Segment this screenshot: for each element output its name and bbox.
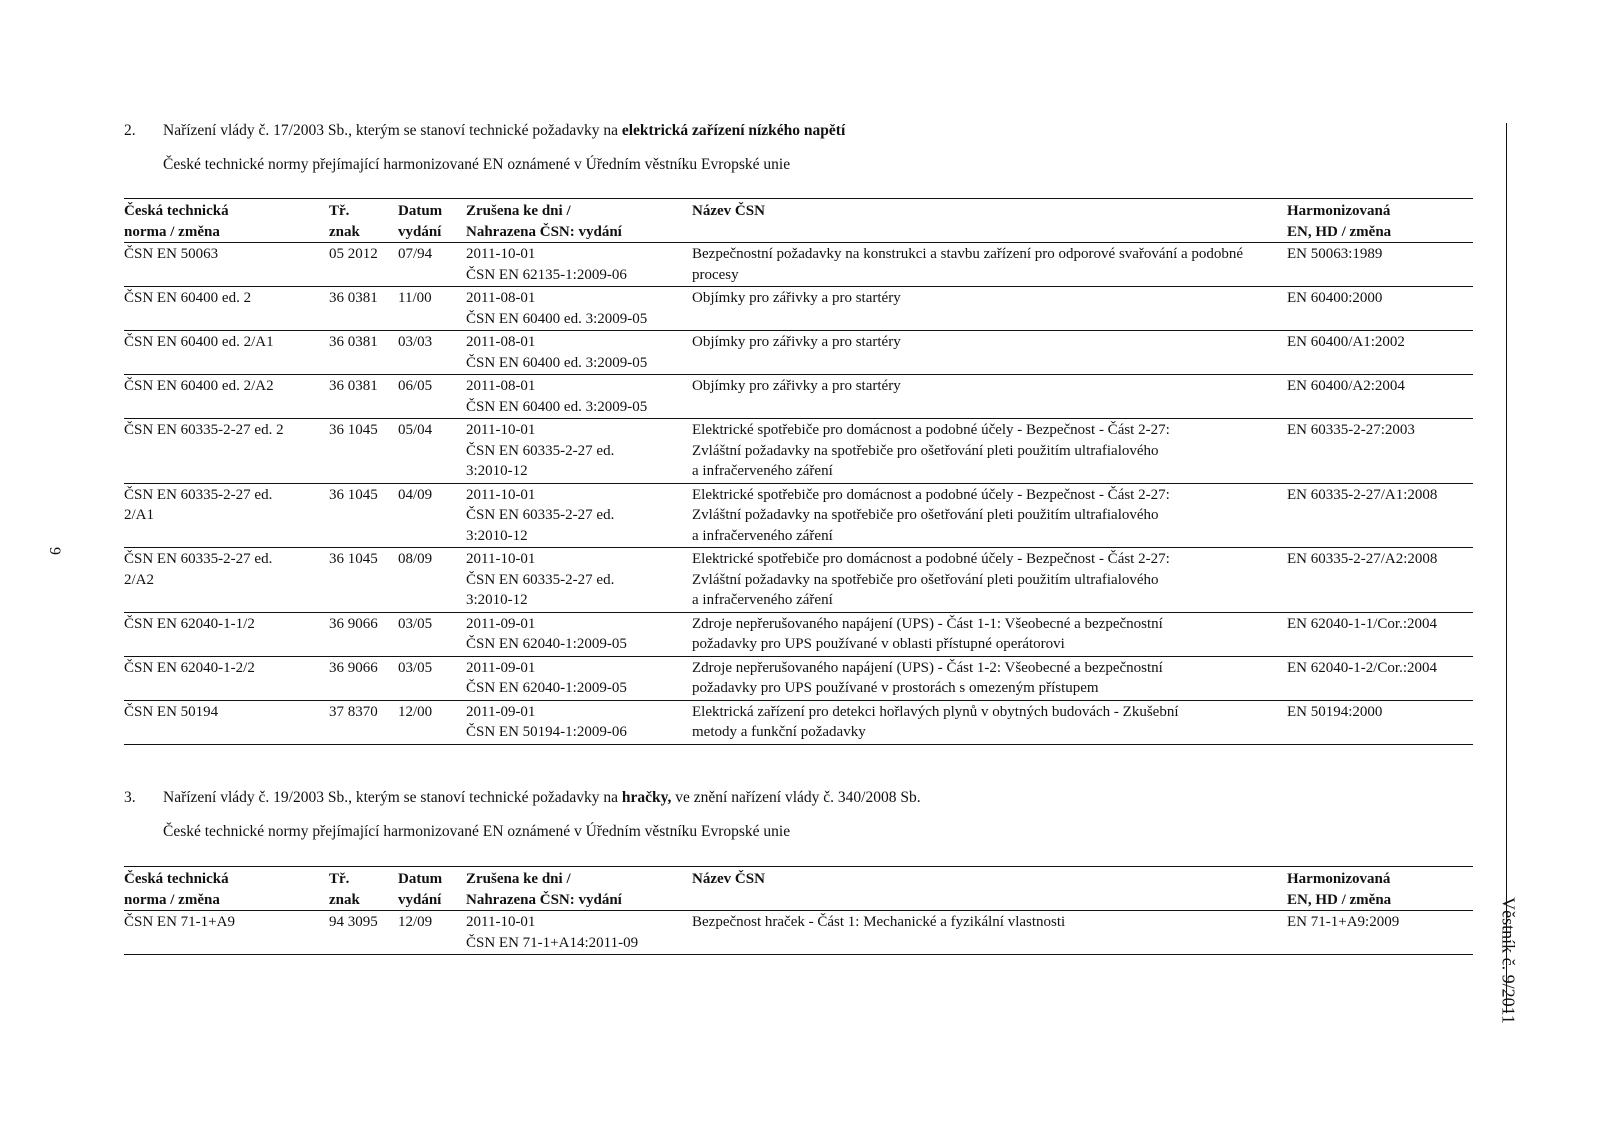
cell-harmonized: EN 50063:1989 (1287, 243, 1473, 287)
cell-name: Elektrické spotřebiče pro domácnost a podobné účely - Bezpečnost - Část 2-27: Zvláštní požadavky na spotřebiče pro ošetřování pleti použitím ultrafialového a infračerveného záření (692, 483, 1287, 548)
cell-norm: ČSN EN 62040-1-1/2 (124, 612, 329, 656)
section-3-text-after: ve znění nařízení vlády č. 340/2008 Sb. (671, 789, 921, 806)
section-3-subtitle: České technické normy přejímající harmonizované EN oznámené v Úředním věstníku Evropské unie (163, 823, 791, 840)
cell-harmonized: EN 62040-1-2/Cor.:2004 (1287, 656, 1473, 700)
cell-name: Elektrické spotřebiče pro domácnost a podobné účely - Bezpečnost - Část 2-27: Zvláštní požadavky na spotřebiče pro ošetřování pleti použitím ultrafialového a infračerveného záření (692, 419, 1287, 484)
cell-name: Objímky pro zářivky a pro startéry (692, 287, 1287, 331)
cell-harmonized: EN 60335-2-27/A1:2008 (1287, 483, 1473, 548)
cell-harmonized: EN 60400/A1:2002 (1287, 331, 1473, 375)
cell-harmonized: EN 50194:2000 (1287, 700, 1473, 744)
col-header-harmonized: Harmonizovaná EN, HD / změna (1287, 867, 1473, 911)
cell-date: 12/00 (398, 700, 466, 744)
cell-class: 36 0381 (329, 287, 398, 331)
cell-name: Zdroje nepřerušovaného napájení (UPS) - Část 1-2: Všeobecné a bezpečnostní požadavky pro UPS používané v prostorách s omezeným přístupem (692, 656, 1287, 700)
col-header-norm: Česká technická norma / změna (124, 199, 329, 243)
cell-date: 11/00 (398, 287, 466, 331)
cell-norm: ČSN EN 50194 (124, 700, 329, 744)
table-header-row (124, 199, 1473, 243)
cell-replaced: 2011-10-01 ČSN EN 71-1+A14:2011-09 (466, 911, 692, 955)
col-header-class: Tř. znak (329, 867, 398, 911)
cell-date: 03/03 (398, 331, 466, 375)
table-row (124, 243, 1473, 287)
cell-harmonized: EN 71-1+A9:2009 (1287, 911, 1473, 955)
cell-date: 07/94 (398, 243, 466, 287)
section-3-bold-text: hračky, (621, 789, 672, 806)
cell-class: 36 0381 (329, 331, 398, 375)
col-header-date: Datum vydání (398, 199, 466, 243)
cell-harmonized: EN 60400/A2:2004 (1287, 375, 1473, 419)
cell-replaced: 2011-08-01 ČSN EN 60400 ed. 3:2009-05 (466, 375, 692, 419)
cell-harmonized: EN 60400:2000 (1287, 287, 1473, 331)
cell-date: 05/04 (398, 419, 466, 484)
cell-date: 12/09 (398, 911, 466, 955)
cell-norm: ČSN EN 60335-2-27 ed. 2/A1 (124, 483, 329, 548)
cell-date: 03/05 (398, 656, 466, 700)
cell-class: 05 2012 (329, 243, 398, 287)
cell-replaced: 2011-09-01 ČSN EN 62040-1:2009-05 (466, 656, 692, 700)
cell-class: 94 3095 (329, 911, 398, 955)
table-row (124, 911, 1473, 955)
cell-date: 08/09 (398, 548, 466, 613)
cell-date: 06/05 (398, 375, 466, 419)
cell-class: 36 1045 (329, 548, 398, 613)
table-row (124, 612, 1473, 656)
cell-name: Elektrické spotřebiče pro domácnost a podobné účely - Bezpečnost - Část 2-27: Zvláštní požadavky na spotřebiče pro ošetřování pleti použitím ultrafialového a infračerveného záření (692, 548, 1287, 613)
cell-name: Zdroje nepřerušovaného napájení (UPS) - Část 1-1: Všeobecné a bezpečnostní požadavky pro UPS používané v oblasti přístupné operátorovi (692, 612, 1287, 656)
col-header-name: Název ČSN (692, 199, 1287, 243)
cell-replaced: 2011-08-01 ČSN EN 60400 ed. 3:2009-05 (466, 331, 692, 375)
cell-norm: ČSN EN 60400 ed. 2/A2 (124, 375, 329, 419)
table-row (124, 419, 1473, 484)
cell-norm: ČSN EN 71-1+A9 (124, 911, 329, 955)
cell-name: Bezpečnostní požadavky na konstrukci a stavbu zařízení pro odporové svařování a podobné procesy (692, 243, 1287, 287)
table-row (124, 375, 1473, 419)
cell-class: 36 1045 (329, 419, 398, 484)
journal-label: Věstník č. 9/2011 (1498, 897, 1519, 1024)
cell-replaced: 2011-09-01 ČSN EN 50194-1:2009-06 (466, 700, 692, 744)
section-3-number: 3. (124, 789, 136, 806)
table-row (124, 700, 1473, 744)
cell-harmonized: EN 60335-2-27/A2:2008 (1287, 548, 1473, 613)
cell-replaced: 2011-10-01 ČSN EN 62135-1:2009-06 (466, 243, 692, 287)
col-header-replaced: Zrušena ke dni / Nahrazena ČSN: vydání (466, 867, 692, 911)
table-row (124, 331, 1473, 375)
section-2-subtitle: České technické normy přejímající harmonizované EN oznámené v Úředním věstníku Evropské unie (163, 156, 791, 173)
col-header-name: Název ČSN (692, 867, 1287, 911)
cell-name: Objímky pro zářivky a pro startéry (692, 331, 1287, 375)
cell-replaced: 2011-10-01 ČSN EN 60335-2-27 ed. 3:2010-12 (466, 483, 692, 548)
cell-replaced: 2011-09-01 ČSN EN 62040-1:2009-05 (466, 612, 692, 656)
col-header-date: Datum vydání (398, 867, 466, 911)
cell-class: 36 1045 (329, 483, 398, 548)
table-row (124, 287, 1473, 331)
cell-name: Elektrická zařízení pro detekci hořlavých plynů v obytných budovách - Zkušební metody a funkční požadavky (692, 700, 1287, 744)
cell-norm: ČSN EN 60400 ed. 2/A1 (124, 331, 329, 375)
section-2-table (124, 198, 1473, 745)
section-2-bold-text: elektrická zařízení nízkého napětí (621, 122, 846, 139)
section-2-number: 2. (124, 122, 136, 139)
table-row (124, 548, 1473, 613)
cell-date: 03/05 (398, 612, 466, 656)
section-3-heading (124, 789, 921, 807)
cell-name: Objímky pro zářivky a pro startéry (692, 375, 1287, 419)
cell-replaced: 2011-08-01 ČSN EN 60400 ed. 3:2009-05 (466, 287, 692, 331)
col-header-norm: Česká technická norma / změna (124, 867, 329, 911)
cell-replaced: 2011-10-01 ČSN EN 60335-2-27 ed. 3:2010-12 (466, 548, 692, 613)
cell-class: 36 9066 (329, 612, 398, 656)
table-row (124, 656, 1473, 700)
cell-name: Bezpečnost hraček - Část 1: Mechanické a fyzikální vlastnosti (692, 911, 1287, 955)
section-3-text: Nařízení vlády č. 19/2003 Sb., kterým se stanoví technické požadavky na (163, 789, 622, 806)
cell-norm: ČSN EN 62040-1-2/2 (124, 656, 329, 700)
cell-replaced: 2011-10-01 ČSN EN 60335-2-27 ed. 3:2010-12 (466, 419, 692, 484)
col-header-replaced: Zrušena ke dni / Nahrazena ČSN: vydání (466, 199, 692, 243)
col-header-harmonized: Harmonizovaná EN, HD / změna (1287, 199, 1473, 243)
cell-class: 36 9066 (329, 656, 398, 700)
section-2-heading (124, 122, 845, 140)
cell-norm: ČSN EN 60400 ed. 2 (124, 287, 329, 331)
table-row (124, 483, 1473, 548)
col-header-class: Tř. znak (329, 199, 398, 243)
cell-norm: ČSN EN 60335-2-27 ed. 2 (124, 419, 329, 484)
cell-norm: ČSN EN 50063 (124, 243, 329, 287)
cell-norm: ČSN EN 60335-2-27 ed. 2/A2 (124, 548, 329, 613)
section-3-table (124, 866, 1473, 955)
cell-harmonized: EN 62040-1-1/Cor.:2004 (1287, 612, 1473, 656)
cell-class: 37 8370 (329, 700, 398, 744)
table-header-row (124, 867, 1473, 911)
cell-harmonized: EN 60335-2-27:2003 (1287, 419, 1473, 484)
page-number: 9 (46, 547, 63, 555)
section-2-text: Nařízení vlády č. 17/2003 Sb., kterým se stanoví technické požadavky na (163, 122, 622, 139)
cell-class: 36 0381 (329, 375, 398, 419)
cell-date: 04/09 (398, 483, 466, 548)
